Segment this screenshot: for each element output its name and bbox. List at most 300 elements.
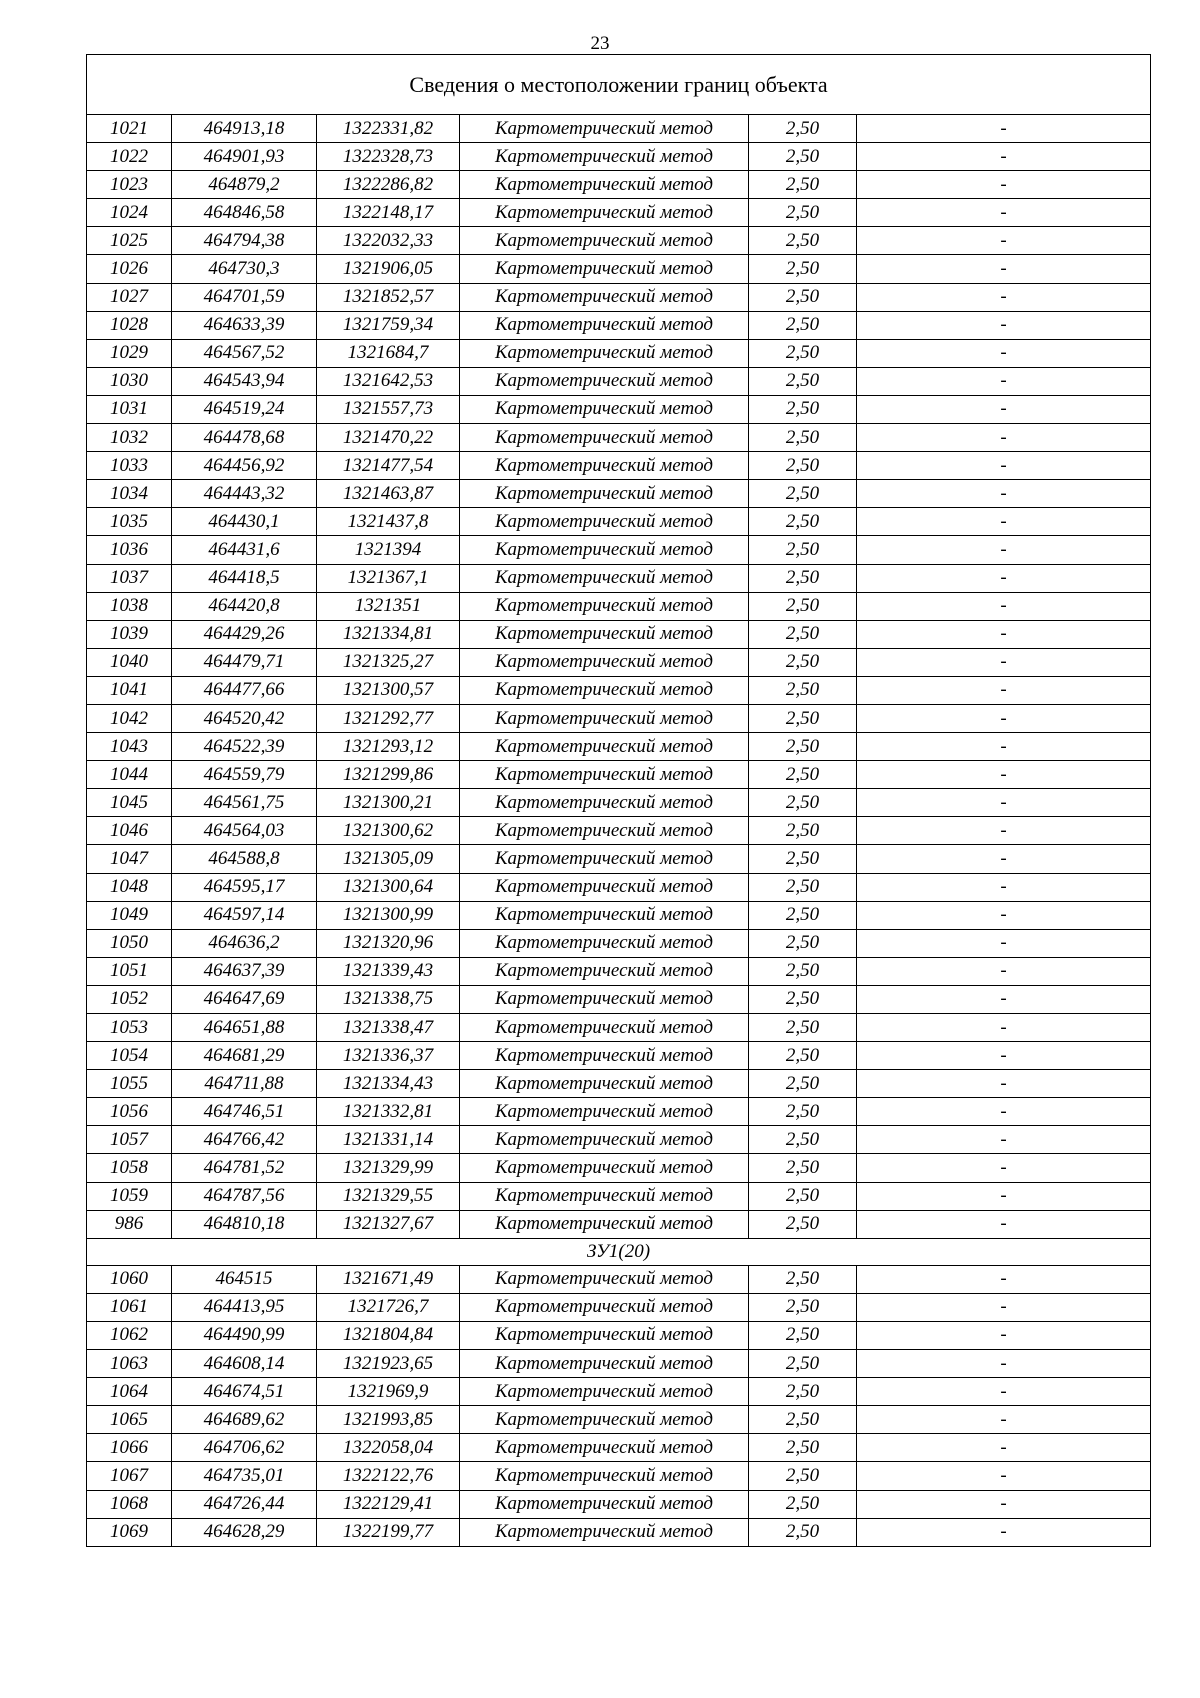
x-coordinate-cell: 464781,52 <box>172 1154 317 1182</box>
point-number-cell: 1063 <box>87 1350 172 1378</box>
x-coordinate-cell: 464730,3 <box>172 255 317 283</box>
method-cell: Картометрический метод <box>460 508 749 536</box>
description-cell: - <box>857 1182 1151 1210</box>
table-row <box>87 817 1151 845</box>
accuracy-cell: 2,50 <box>749 395 857 423</box>
table-title: Сведения о местоположении границ объекта <box>87 55 1151 115</box>
point-number-cell: 1037 <box>87 564 172 592</box>
accuracy-cell: 2,50 <box>749 704 857 732</box>
method-cell: Картометрический метод <box>460 283 749 311</box>
method-cell: Картометрический метод <box>460 1265 749 1293</box>
table-row <box>87 227 1151 255</box>
y-coordinate-cell: 1321804,84 <box>317 1321 460 1349</box>
y-coordinate-cell: 1321684,7 <box>317 339 460 367</box>
accuracy-cell: 2,50 <box>749 1321 857 1349</box>
method-cell: Картометрический метод <box>460 1518 749 1546</box>
accuracy-cell: 2,50 <box>749 648 857 676</box>
table-row <box>87 648 1151 676</box>
point-number-cell: 1052 <box>87 985 172 1013</box>
point-number-cell: 1066 <box>87 1434 172 1462</box>
description-cell: - <box>857 339 1151 367</box>
x-coordinate-cell: 464567,52 <box>172 339 317 367</box>
table-row <box>87 143 1151 171</box>
description-cell: - <box>857 564 1151 592</box>
x-coordinate-cell: 464746,51 <box>172 1098 317 1126</box>
point-number-cell: 1041 <box>87 676 172 704</box>
method-cell: Картометрический метод <box>460 1378 749 1406</box>
table-row <box>87 1434 1151 1462</box>
y-coordinate-cell: 1321300,64 <box>317 873 460 901</box>
method-cell: Картометрический метод <box>460 311 749 339</box>
method-cell: Картометрический метод <box>460 929 749 957</box>
accuracy-cell: 2,50 <box>749 985 857 1013</box>
x-coordinate-cell: 464413,95 <box>172 1293 317 1321</box>
description-cell: - <box>857 789 1151 817</box>
method-cell: Картометрический метод <box>460 1350 749 1378</box>
description-cell: - <box>857 452 1151 480</box>
table-row <box>87 508 1151 536</box>
method-cell: Картометрический метод <box>460 255 749 283</box>
method-cell: Картометрический метод <box>460 845 749 873</box>
description-cell: - <box>857 733 1151 761</box>
point-number-cell: 1051 <box>87 957 172 985</box>
accuracy-cell: 2,50 <box>749 1293 857 1321</box>
description-cell: - <box>857 817 1151 845</box>
x-coordinate-cell: 464651,88 <box>172 1014 317 1042</box>
point-number-cell: 1050 <box>87 929 172 957</box>
x-coordinate-cell: 464689,62 <box>172 1406 317 1434</box>
description-cell: - <box>857 1406 1151 1434</box>
x-coordinate-cell: 464561,75 <box>172 789 317 817</box>
y-coordinate-cell: 1321299,86 <box>317 761 460 789</box>
table-row <box>87 1154 1151 1182</box>
point-number-cell: 1026 <box>87 255 172 283</box>
y-coordinate-cell: 1322122,76 <box>317 1462 460 1490</box>
y-coordinate-cell: 1321642,53 <box>317 367 460 395</box>
point-number-cell: 1021 <box>87 115 172 143</box>
method-cell: Картометрический метод <box>460 901 749 929</box>
accuracy-cell: 2,50 <box>749 1210 857 1238</box>
y-coordinate-cell: 1321993,85 <box>317 1406 460 1434</box>
description-cell: - <box>857 255 1151 283</box>
x-coordinate-cell: 464608,14 <box>172 1350 317 1378</box>
x-coordinate-cell: 464477,66 <box>172 676 317 704</box>
method-cell: Картометрический метод <box>460 873 749 901</box>
x-coordinate-cell: 464913,18 <box>172 115 317 143</box>
x-coordinate-cell: 464515 <box>172 1265 317 1293</box>
accuracy-cell: 2,50 <box>749 283 857 311</box>
y-coordinate-cell: 1321339,43 <box>317 957 460 985</box>
point-number-cell: 1049 <box>87 901 172 929</box>
accuracy-cell: 2,50 <box>749 452 857 480</box>
table-row <box>87 115 1151 143</box>
y-coordinate-cell: 1321332,81 <box>317 1098 460 1126</box>
description-cell: - <box>857 480 1151 508</box>
table-row <box>87 901 1151 929</box>
accuracy-cell: 2,50 <box>749 1378 857 1406</box>
method-cell: Картометрический метод <box>460 985 749 1013</box>
method-cell: Картометрический метод <box>460 199 749 227</box>
accuracy-cell: 2,50 <box>749 845 857 873</box>
table-row <box>87 704 1151 732</box>
y-coordinate-cell: 1321300,62 <box>317 817 460 845</box>
table-body <box>87 55 1151 1547</box>
table-row <box>87 676 1151 704</box>
y-coordinate-cell: 1321300,21 <box>317 789 460 817</box>
page-number: 23 <box>590 33 610 54</box>
y-coordinate-cell: 1322058,04 <box>317 1434 460 1462</box>
accuracy-cell: 2,50 <box>749 367 857 395</box>
method-cell: Картометрический метод <box>460 817 749 845</box>
accuracy-cell: 2,50 <box>749 1265 857 1293</box>
accuracy-cell: 2,50 <box>749 199 857 227</box>
point-number-cell: 1053 <box>87 1014 172 1042</box>
description-cell: - <box>857 1462 1151 1490</box>
x-coordinate-cell: 464846,58 <box>172 199 317 227</box>
description-cell: - <box>857 1126 1151 1154</box>
method-cell: Картометрический метод <box>460 1210 749 1238</box>
method-cell: Картометрический метод <box>460 564 749 592</box>
method-cell: Картометрический метод <box>460 1042 749 1070</box>
y-coordinate-cell: 1321292,77 <box>317 704 460 732</box>
point-number-cell: 1039 <box>87 620 172 648</box>
point-number-cell: 1038 <box>87 592 172 620</box>
point-number-cell: 1067 <box>87 1462 172 1490</box>
method-cell: Картометрический метод <box>460 395 749 423</box>
accuracy-cell: 2,50 <box>749 564 857 592</box>
section-row <box>87 1238 1151 1265</box>
method-cell: Картометрический метод <box>460 1321 749 1349</box>
method-cell: Картометрический метод <box>460 1293 749 1321</box>
table-row <box>87 1350 1151 1378</box>
y-coordinate-cell: 1321394 <box>317 536 460 564</box>
y-coordinate-cell: 1321327,67 <box>317 1210 460 1238</box>
method-cell: Картометрический метод <box>460 648 749 676</box>
description-cell: - <box>857 1210 1151 1238</box>
point-number-cell: 986 <box>87 1210 172 1238</box>
y-coordinate-cell: 1321338,75 <box>317 985 460 1013</box>
y-coordinate-cell: 1322331,82 <box>317 115 460 143</box>
description-cell: - <box>857 1350 1151 1378</box>
description-cell: - <box>857 704 1151 732</box>
method-cell: Картометрический метод <box>460 227 749 255</box>
y-coordinate-cell: 1322328,73 <box>317 143 460 171</box>
accuracy-cell: 2,50 <box>749 1490 857 1518</box>
description-cell: - <box>857 873 1151 901</box>
accuracy-cell: 2,50 <box>749 1406 857 1434</box>
description-cell: - <box>857 171 1151 199</box>
x-coordinate-cell: 464794,38 <box>172 227 317 255</box>
table-row <box>87 339 1151 367</box>
x-coordinate-cell: 464595,17 <box>172 873 317 901</box>
table-row <box>87 283 1151 311</box>
x-coordinate-cell: 464681,29 <box>172 1042 317 1070</box>
table-row <box>87 957 1151 985</box>
accuracy-cell: 2,50 <box>749 901 857 929</box>
x-coordinate-cell: 464559,79 <box>172 761 317 789</box>
point-number-cell: 1044 <box>87 761 172 789</box>
description-cell: - <box>857 1490 1151 1518</box>
table-row <box>87 367 1151 395</box>
description-cell: - <box>857 424 1151 452</box>
point-number-cell: 1047 <box>87 845 172 873</box>
x-coordinate-cell: 464429,26 <box>172 620 317 648</box>
accuracy-cell: 2,50 <box>749 255 857 283</box>
method-cell: Картометрический метод <box>460 1490 749 1518</box>
x-coordinate-cell: 464701,59 <box>172 283 317 311</box>
accuracy-cell: 2,50 <box>749 1462 857 1490</box>
description-cell: - <box>857 845 1151 873</box>
point-number-cell: 1030 <box>87 367 172 395</box>
point-number-cell: 1025 <box>87 227 172 255</box>
table-row <box>87 395 1151 423</box>
x-coordinate-cell: 464522,39 <box>172 733 317 761</box>
table-row <box>87 255 1151 283</box>
y-coordinate-cell: 1321557,73 <box>317 395 460 423</box>
description-cell: - <box>857 1014 1151 1042</box>
accuracy-cell: 2,50 <box>749 508 857 536</box>
y-coordinate-cell: 1321923,65 <box>317 1350 460 1378</box>
accuracy-cell: 2,50 <box>749 143 857 171</box>
description-cell: - <box>857 1321 1151 1349</box>
y-coordinate-cell: 1321329,55 <box>317 1182 460 1210</box>
y-coordinate-cell: 1321852,57 <box>317 283 460 311</box>
y-coordinate-cell: 1321671,49 <box>317 1265 460 1293</box>
method-cell: Картометрический метод <box>460 143 749 171</box>
description-cell: - <box>857 957 1151 985</box>
method-cell: Картометрический метод <box>460 1406 749 1434</box>
table-row <box>87 761 1151 789</box>
method-cell: Картометрический метод <box>460 733 749 761</box>
accuracy-cell: 2,50 <box>749 171 857 199</box>
y-coordinate-cell: 1321300,57 <box>317 676 460 704</box>
accuracy-cell: 2,50 <box>749 873 857 901</box>
table-row <box>87 733 1151 761</box>
y-coordinate-cell: 1321367,1 <box>317 564 460 592</box>
y-coordinate-cell: 1321336,37 <box>317 1042 460 1070</box>
method-cell: Картометрический метод <box>460 367 749 395</box>
point-number-cell: 1062 <box>87 1321 172 1349</box>
y-coordinate-cell: 1321329,99 <box>317 1154 460 1182</box>
method-cell: Картометрический метод <box>460 1462 749 1490</box>
method-cell: Картометрический метод <box>460 1154 749 1182</box>
section-label: ЗУ1(20) <box>87 1238 1151 1265</box>
accuracy-cell: 2,50 <box>749 620 857 648</box>
point-number-cell: 1064 <box>87 1378 172 1406</box>
table-row <box>87 1210 1151 1238</box>
description-cell: - <box>857 1042 1151 1070</box>
point-number-cell: 1060 <box>87 1265 172 1293</box>
description-cell: - <box>857 1070 1151 1098</box>
accuracy-cell: 2,50 <box>749 227 857 255</box>
method-cell: Картометрический метод <box>460 789 749 817</box>
method-cell: Картометрический метод <box>460 424 749 452</box>
y-coordinate-cell: 1321305,09 <box>317 845 460 873</box>
x-coordinate-cell: 464420,8 <box>172 592 317 620</box>
y-coordinate-cell: 1321969,9 <box>317 1378 460 1406</box>
description-cell: - <box>857 1378 1151 1406</box>
description-cell: - <box>857 1154 1151 1182</box>
accuracy-cell: 2,50 <box>749 115 857 143</box>
table-row <box>87 1182 1151 1210</box>
table-row <box>87 1070 1151 1098</box>
description-cell: - <box>857 395 1151 423</box>
table-row <box>87 1462 1151 1490</box>
table-row <box>87 1293 1151 1321</box>
description-cell: - <box>857 761 1151 789</box>
accuracy-cell: 2,50 <box>749 1350 857 1378</box>
method-cell: Картометрический метод <box>460 339 749 367</box>
description-cell: - <box>857 901 1151 929</box>
description-cell: - <box>857 508 1151 536</box>
table-row <box>87 424 1151 452</box>
point-number-cell: 1065 <box>87 1406 172 1434</box>
table-row <box>87 1490 1151 1518</box>
point-number-cell: 1068 <box>87 1490 172 1518</box>
point-number-cell: 1028 <box>87 311 172 339</box>
point-number-cell: 1057 <box>87 1126 172 1154</box>
accuracy-cell: 2,50 <box>749 733 857 761</box>
y-coordinate-cell: 1321463,87 <box>317 480 460 508</box>
method-cell: Картометрический метод <box>460 171 749 199</box>
description-cell: - <box>857 592 1151 620</box>
x-coordinate-cell: 464543,94 <box>172 367 317 395</box>
x-coordinate-cell: 464597,14 <box>172 901 317 929</box>
method-cell: Картометрический метод <box>460 957 749 985</box>
method-cell: Картометрический метод <box>460 761 749 789</box>
description-cell: - <box>857 143 1151 171</box>
description-cell: - <box>857 648 1151 676</box>
description-cell: - <box>857 985 1151 1013</box>
table-row <box>87 536 1151 564</box>
table-row <box>87 1321 1151 1349</box>
point-number-cell: 1056 <box>87 1098 172 1126</box>
accuracy-cell: 2,50 <box>749 1070 857 1098</box>
method-cell: Картометрический метод <box>460 1098 749 1126</box>
table-row <box>87 873 1151 901</box>
method-cell: Картометрический метод <box>460 1126 749 1154</box>
x-coordinate-cell: 464430,1 <box>172 508 317 536</box>
table-row <box>87 1014 1151 1042</box>
x-coordinate-cell: 464564,03 <box>172 817 317 845</box>
point-number-cell: 1023 <box>87 171 172 199</box>
method-cell: Картометрический метод <box>460 704 749 732</box>
x-coordinate-cell: 464674,51 <box>172 1378 317 1406</box>
table-row <box>87 199 1151 227</box>
table-title-row <box>87 55 1151 115</box>
description-cell: - <box>857 227 1151 255</box>
accuracy-cell: 2,50 <box>749 929 857 957</box>
table-row <box>87 592 1151 620</box>
table-row <box>87 1098 1151 1126</box>
description-cell: - <box>857 115 1151 143</box>
x-coordinate-cell: 464706,62 <box>172 1434 317 1462</box>
accuracy-cell: 2,50 <box>749 1434 857 1462</box>
x-coordinate-cell: 464431,6 <box>172 536 317 564</box>
accuracy-cell: 2,50 <box>749 676 857 704</box>
description-cell: - <box>857 676 1151 704</box>
point-number-cell: 1069 <box>87 1518 172 1546</box>
accuracy-cell: 2,50 <box>749 480 857 508</box>
accuracy-cell: 2,50 <box>749 339 857 367</box>
y-coordinate-cell: 1321325,27 <box>317 648 460 676</box>
point-number-cell: 1024 <box>87 199 172 227</box>
method-cell: Картометрический метод <box>460 115 749 143</box>
table-row <box>87 1378 1151 1406</box>
y-coordinate-cell: 1321470,22 <box>317 424 460 452</box>
y-coordinate-cell: 1322148,17 <box>317 199 460 227</box>
point-number-cell: 1033 <box>87 452 172 480</box>
table-row <box>87 1406 1151 1434</box>
table-row <box>87 1126 1151 1154</box>
y-coordinate-cell: 1321437,8 <box>317 508 460 536</box>
point-number-cell: 1045 <box>87 789 172 817</box>
x-coordinate-cell: 464490,99 <box>172 1321 317 1349</box>
x-coordinate-cell: 464647,69 <box>172 985 317 1013</box>
accuracy-cell: 2,50 <box>749 1126 857 1154</box>
description-cell: - <box>857 1098 1151 1126</box>
table-row <box>87 452 1151 480</box>
y-coordinate-cell: 1321334,43 <box>317 1070 460 1098</box>
table-row <box>87 480 1151 508</box>
point-number-cell: 1059 <box>87 1182 172 1210</box>
description-cell: - <box>857 536 1151 564</box>
x-coordinate-cell: 464735,01 <box>172 1462 317 1490</box>
point-number-cell: 1046 <box>87 817 172 845</box>
point-number-cell: 1061 <box>87 1293 172 1321</box>
description-cell: - <box>857 929 1151 957</box>
description-cell: - <box>857 283 1151 311</box>
accuracy-cell: 2,50 <box>749 1182 857 1210</box>
table-row <box>87 171 1151 199</box>
y-coordinate-cell: 1321759,34 <box>317 311 460 339</box>
accuracy-cell: 2,50 <box>749 761 857 789</box>
accuracy-cell: 2,50 <box>749 957 857 985</box>
x-coordinate-cell: 464711,88 <box>172 1070 317 1098</box>
y-coordinate-cell: 1322032,33 <box>317 227 460 255</box>
accuracy-cell: 2,50 <box>749 592 857 620</box>
method-cell: Картометрический метод <box>460 480 749 508</box>
method-cell: Картометрический метод <box>460 452 749 480</box>
accuracy-cell: 2,50 <box>749 1042 857 1070</box>
method-cell: Картометрический метод <box>460 1070 749 1098</box>
table-row <box>87 1265 1151 1293</box>
y-coordinate-cell: 1321477,54 <box>317 452 460 480</box>
table-row <box>87 985 1151 1013</box>
table-row <box>87 929 1151 957</box>
x-coordinate-cell: 464628,29 <box>172 1518 317 1546</box>
point-number-cell: 1029 <box>87 339 172 367</box>
description-cell: - <box>857 1518 1151 1546</box>
point-number-cell: 1048 <box>87 873 172 901</box>
y-coordinate-cell: 1322286,82 <box>317 171 460 199</box>
point-number-cell: 1040 <box>87 648 172 676</box>
method-cell: Картометрический метод <box>460 1182 749 1210</box>
x-coordinate-cell: 464879,2 <box>172 171 317 199</box>
method-cell: Картометрический метод <box>460 1434 749 1462</box>
y-coordinate-cell: 1321351 <box>317 592 460 620</box>
y-coordinate-cell: 1321331,14 <box>317 1126 460 1154</box>
description-cell: - <box>857 620 1151 648</box>
method-cell: Картометрический метод <box>460 536 749 564</box>
description-cell: - <box>857 367 1151 395</box>
x-coordinate-cell: 464479,71 <box>172 648 317 676</box>
y-coordinate-cell: 1321338,47 <box>317 1014 460 1042</box>
x-coordinate-cell: 464633,39 <box>172 311 317 339</box>
point-number-cell: 1031 <box>87 395 172 423</box>
x-coordinate-cell: 464726,44 <box>172 1490 317 1518</box>
x-coordinate-cell: 464901,93 <box>172 143 317 171</box>
